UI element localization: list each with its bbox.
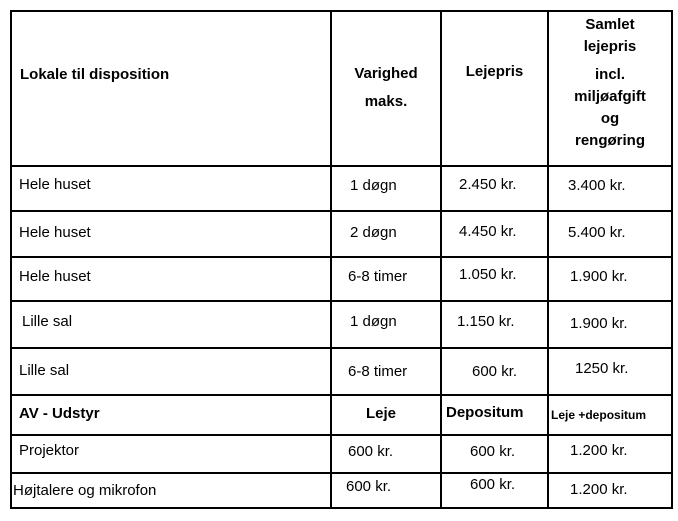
cell-lejepris: 1.050 kr.: [459, 266, 517, 283]
cell-lejepris: 1.150 kr.: [457, 313, 515, 330]
row-divider: [10, 210, 673, 212]
av-header-udstyr: AV - Udstyr: [19, 405, 100, 422]
cell-lejepris: 2.450 kr.: [459, 176, 517, 193]
av-cell-udstyr: Projektor: [19, 442, 80, 459]
header-varighed-line1: Varighed: [354, 65, 418, 82]
av-cell-total: 1.200 kr.: [570, 442, 628, 459]
row-divider: [10, 347, 673, 349]
header-samlet-lejepris: [549, 14, 671, 152]
av-cell-leje: 600 kr.: [346, 478, 392, 495]
cell-samlet: 1.900 kr.: [570, 315, 628, 332]
av-header-leje-depositum: Leje +depositum: [551, 408, 647, 422]
header-samlet-line: Samlet: [585, 16, 635, 33]
cell-varighed: 2 døgn: [350, 224, 397, 241]
av-cell-total: 1.200 kr.: [570, 481, 628, 498]
av-cell-leje: 600 kr.: [348, 443, 394, 460]
row-divider: [10, 394, 673, 396]
cell-lokale: Hele huset: [19, 224, 91, 241]
cell-samlet: 3.400 kr.: [568, 177, 626, 194]
header-lejepris: Lejepris: [465, 63, 524, 80]
row-divider: [10, 165, 673, 167]
av-header-leje: Leje: [366, 405, 397, 422]
row-divider: [10, 472, 673, 474]
av-cell-udstyr: Højtalere og mikrofon: [13, 482, 157, 499]
header-samlet-line: og: [600, 110, 620, 127]
header-lokale: Lokale til disposition: [20, 66, 170, 83]
table-border-left: [10, 10, 12, 509]
cell-varighed: 6-8 timer: [348, 268, 408, 285]
cell-samlet: 1250 kr.: [575, 360, 629, 377]
cell-lejepris: 4.450 kr.: [459, 223, 517, 240]
column-divider: [440, 10, 442, 509]
cell-varighed: 1 døgn: [350, 177, 397, 194]
av-cell-depositum: 600 kr.: [470, 476, 516, 493]
av-cell-depositum: 600 kr.: [470, 443, 516, 460]
row-divider: [10, 256, 673, 258]
row-divider: [10, 300, 673, 302]
table-border-top: [10, 10, 673, 12]
cell-lokale: Hele huset: [19, 268, 91, 285]
cell-samlet: 5.400 kr.: [568, 224, 626, 241]
av-header-depositum: Depositum: [446, 404, 524, 421]
header-varighed-line2: maks.: [364, 93, 408, 110]
cell-samlet: 1.900 kr.: [570, 268, 628, 285]
table-border-bottom: [10, 507, 673, 509]
cell-lokale: Hele huset: [19, 176, 91, 193]
cell-varighed: 6-8 timer: [348, 363, 408, 380]
cell-lokale: Lille sal: [19, 362, 70, 379]
header-samlet-line: incl.: [594, 66, 625, 83]
row-divider: [10, 434, 673, 436]
header-samlet-line: lejepris: [583, 38, 637, 55]
cell-lokale: Lille sal: [22, 313, 73, 330]
price-table: [10, 10, 673, 509]
header-samlet-line: miljøafgift: [574, 88, 646, 105]
cell-varighed: 1 døgn: [350, 313, 397, 330]
header-samlet-line: rengøring: [575, 132, 645, 149]
cell-lejepris: 600 kr.: [472, 363, 518, 380]
header-varighed: [332, 60, 440, 116]
table-border-right: [671, 10, 673, 509]
